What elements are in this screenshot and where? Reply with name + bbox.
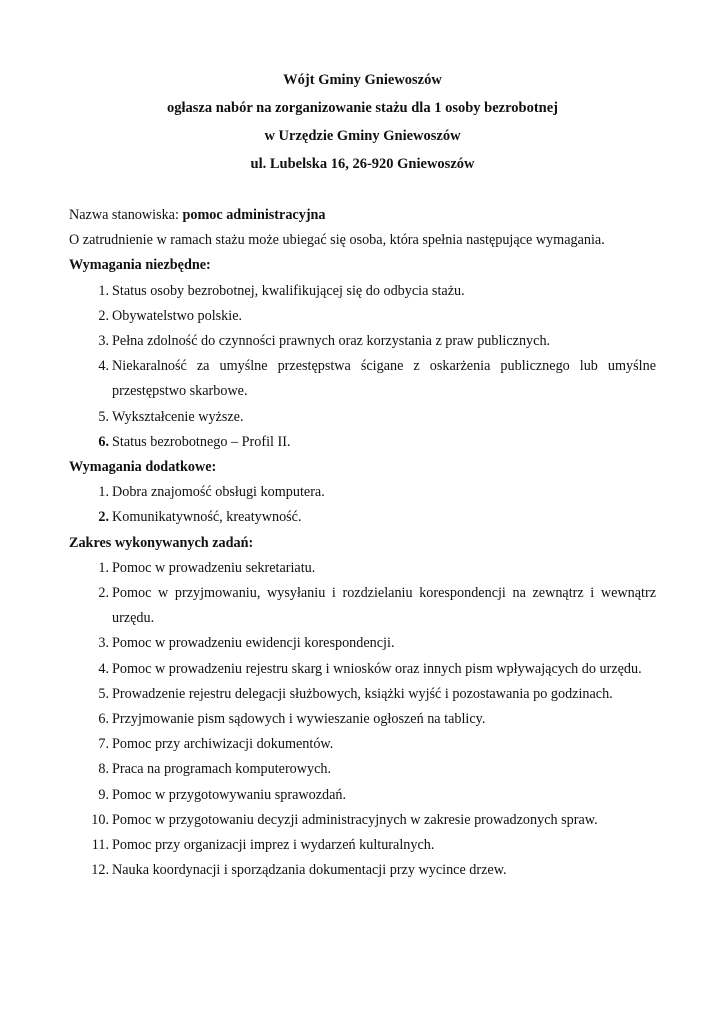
list-item	[69, 707, 656, 732]
list-item	[69, 783, 656, 808]
list-item	[69, 405, 656, 430]
item-number: 5.	[98, 408, 109, 425]
tasks-list	[69, 556, 656, 884]
announcement-header	[0, 66, 725, 178]
item-number: 6.	[98, 433, 109, 450]
list-item	[69, 279, 656, 304]
item-text: Obywatelstwo polskie.	[112, 307, 243, 324]
list-item	[69, 757, 656, 782]
list-item	[69, 505, 656, 530]
tasks-heading: Zakres wykonywanych zadań:	[69, 534, 254, 551]
additional-heading: Wymagania dodatkowe:	[69, 458, 217, 475]
item-number: 10.	[91, 811, 109, 828]
list-item	[69, 631, 656, 656]
item-number: 7.	[98, 736, 109, 753]
item-text: Pomoc w prowadzeniu ewidencji korespondencji.	[112, 635, 395, 652]
header-address: ul. Lubelska 16, 26-920 Gniewoszów	[250, 156, 475, 172]
header-subtitle: ogłasza nabór na zorganizowanie stażu dla 1 osoby bezrobotnej	[167, 100, 558, 116]
item-number: 3.	[98, 332, 109, 349]
item-number: 9.	[98, 786, 109, 803]
item-text: Pomoc przy archiwizacji dokumentów.	[112, 736, 334, 753]
item-number: 6.	[98, 710, 109, 727]
item-text: Status bezrobotnego – Profil II.	[112, 433, 291, 450]
item-number: 1.	[98, 559, 109, 576]
announcement-body	[69, 203, 656, 883]
header-title: Wójt Gminy Gniewoszów	[283, 72, 442, 88]
list-item	[69, 329, 656, 354]
list-item	[69, 657, 656, 682]
item-text: Pomoc w prowadzeniu sekretariatu.	[112, 559, 316, 576]
list-item	[69, 833, 656, 858]
item-number: 4.	[98, 660, 109, 677]
position-value: pomoc administracyjna	[182, 207, 326, 223]
item-number: 8.	[98, 761, 109, 778]
position-line	[69, 203, 656, 228]
item-number: 2.	[98, 509, 109, 526]
item-number: 11.	[91, 837, 109, 853]
required-list	[69, 279, 656, 455]
list-item	[69, 480, 656, 505]
item-number: 1.	[98, 282, 109, 299]
item-text: Praca na programach komputerowych.	[112, 761, 332, 778]
item-text: Komunikatywność, kreatywność.	[112, 509, 302, 526]
list-item	[69, 354, 656, 404]
item-number: 4.	[98, 358, 109, 375]
item-text: Pomoc w prowadzeniu rejestru skarg i wniosków oraz innych pism wpływających do urzędu.	[112, 660, 642, 677]
list-item	[69, 304, 656, 329]
list-item	[69, 682, 656, 707]
item-text: Przyjmowanie pism sądowych i wywieszanie ogłoszeń na tablicy.	[112, 710, 486, 727]
item-number: 12.	[91, 862, 109, 879]
item-number: 2.	[98, 307, 109, 324]
item-text: Pomoc przy organizacji imprez i wydarzeń kulturalnych.	[112, 837, 435, 853]
required-heading: Wymagania niezbędne:	[69, 257, 211, 274]
list-item	[69, 732, 656, 757]
item-number: 3.	[98, 635, 109, 652]
header-office: w Urzędzie Gminy Gniewoszów	[264, 128, 461, 144]
item-text: Wykształcenie wyższe.	[112, 408, 244, 425]
position-label: Nazwa stanowiska:	[69, 207, 183, 223]
item-text: Status osoby bezrobotnej, kwalifikującej się do odbycia stażu.	[112, 282, 465, 299]
intro-text: O zatrudnienie w ramach stażu może ubiegać się osoba, która spełnia następujące wymagania.	[69, 232, 605, 249]
list-item	[69, 858, 656, 883]
list-item	[69, 556, 656, 581]
item-text: Prowadzenie rejestru delegacji służbowych, książki wyjść i pozostawania po godzinach.	[112, 685, 613, 702]
item-text: Nauka koordynacji i sporządzania dokumentacji przy wycince drzew.	[112, 862, 507, 879]
item-text: Niekaralność za umyślne przestępstwa ścigane z oskarżenia publicznego lub umyślne przestępstwo skarbowe.	[112, 358, 656, 400]
list-item	[69, 581, 656, 631]
additional-list	[69, 480, 656, 530]
item-text: Pełna zdolność do czynności prawnych oraz korzystania z praw publicznych.	[112, 332, 551, 349]
item-text: Pomoc w przygotowaniu decyzji administracyjnych w zakresie prowadzonych spraw.	[112, 811, 598, 828]
item-number: 2.	[98, 584, 109, 601]
list-item	[69, 808, 656, 833]
item-number: 1.	[98, 484, 109, 501]
list-item	[69, 430, 656, 455]
item-number: 5.	[98, 685, 109, 702]
item-text: Pomoc w przygotowywaniu sprawozdań.	[112, 786, 347, 803]
item-text: Pomoc w przyjmowaniu, wysyłaniu i rozdzielaniu korespondencji na zewnątrz i wewnątrz urzędu.	[112, 584, 656, 627]
item-text: Dobra znajomość obsługi komputera.	[112, 484, 325, 501]
